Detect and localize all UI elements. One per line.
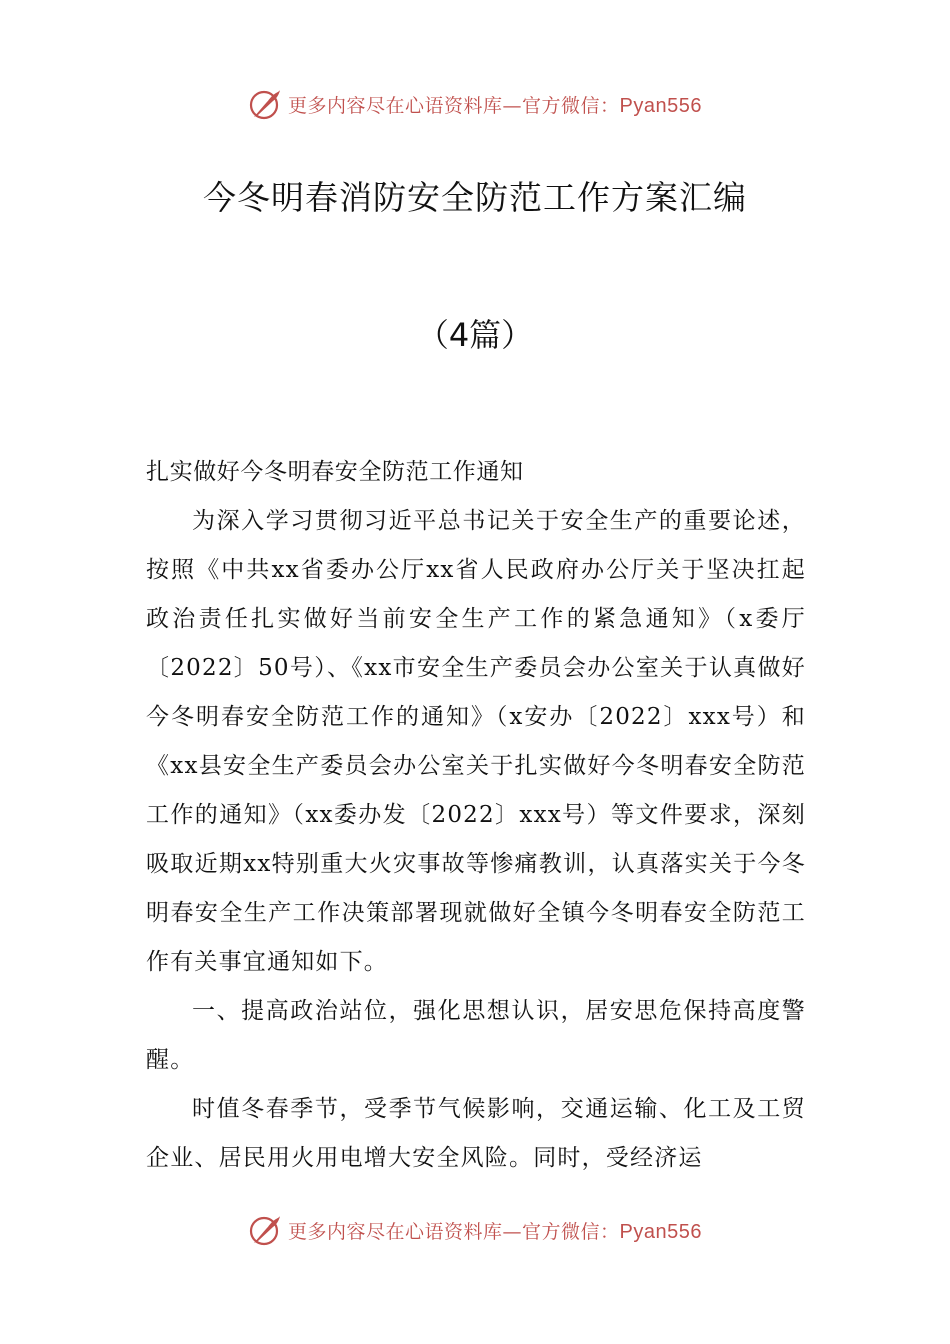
wechat-id: Pyan556 <box>619 1220 702 1243</box>
paragraph-context: 时值冬春季节，受季节气候影响，交通运输、化工及工贸企业、居民用火用电增大安全风险。同时，受经济运 <box>146 1096 806 1171</box>
quill-logo-icon <box>248 87 282 121</box>
watermark-text: 更多内容尽在心语资料库—官方微信：Pyan556 <box>288 94 702 117</box>
watermark-banner-bottom <box>0 1210 950 1250</box>
document-title: 今冬明春消防安全防范工作方案汇编 <box>203 178 747 217</box>
paragraph-point-one: 一、提高政治站位，强化思想认识，居安思危保持高度警醒。 <box>146 998 806 1073</box>
document-subtitle: （4篇） <box>416 316 534 354</box>
watermark-text: 更多内容尽在心语资料库—官方微信：Pyan556 <box>288 1220 702 1243</box>
quill-logo-icon <box>248 1213 282 1247</box>
paragraph-intro: 为深入学习贯彻习近平总书记关于安全生产的重要论述，按照《中共xx省委办公厅xx省人民政府办公厅关于坚决扛起政治责任扎实做好当前安全生产工作的紧急通知》（x委厅〔2022〕50号）、《xx市安全生产委员会办公室关于认真做好今冬明春安全防范工作的通知》（x安办〔2022〕xxx号）和《xx县安全生产委员会办公室关于扎实做好今冬明春安全防范工作的通知》（xx委办发〔2022〕xxx号）等文件要求，深刻吸取近期xx特别重大火灾事故等惨痛教训，认真落实关于今冬明春安全生产工作决策部署现就做好全镇今冬明春安全防范工作有关事宜通知如下。 <box>146 508 806 975</box>
document-body <box>146 448 806 1183</box>
watermark-banner-top <box>0 84 950 124</box>
wechat-id: Pyan556 <box>619 94 702 117</box>
section-heading: 扎实做好今冬明春安全防范工作通知 <box>146 459 524 485</box>
